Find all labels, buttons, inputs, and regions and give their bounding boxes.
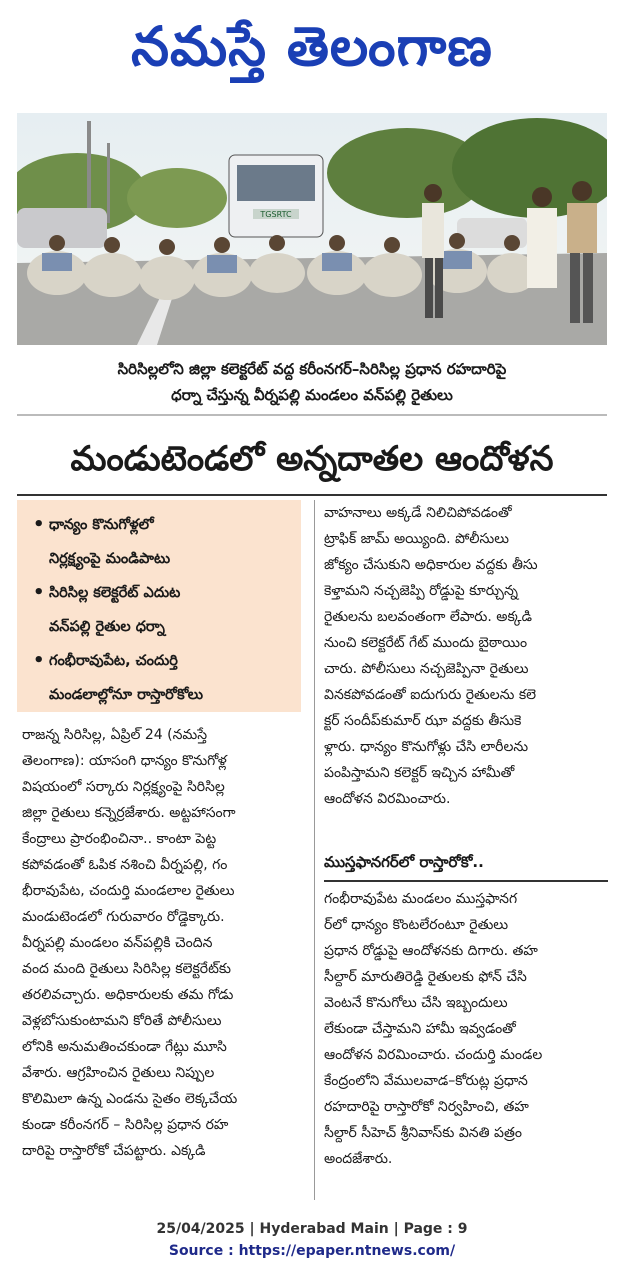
body-line: జిల్లా రైతులు కన్నెర్రజేశారు. అట్టహాసంగా: [22, 805, 236, 821]
body-line: గంభీరావుపేట మండలం ముస్తఫానగ: [324, 891, 518, 907]
bus-label: TGSRTC: [260, 210, 292, 219]
body-line: చారు. పోలీసులు నచ్చజెప్పినా రైతులు: [324, 661, 529, 677]
body-line: అందజేశారు.: [324, 1151, 393, 1167]
body-line: వాహనాలు అక్కడే నిలిచిపోవడంతో: [324, 505, 512, 521]
page-footer: [0, 1218, 624, 1262]
body-line: మండుటెండలో గురువారం రోడ్డెక్కారు.: [22, 909, 225, 925]
article-body-left: [22, 722, 306, 1164]
body-line: భీరావుపేట, చందుర్తి మండలాల రైతులు: [22, 883, 235, 899]
body-line: రహదారిపై రాస్తారోకో నిర్వహించి, తహ: [324, 1099, 529, 1115]
body-line: వినకపోవడంతో ఐదుగురు రైతులను కలె: [324, 687, 537, 703]
body-line: నుంచి కలెక్టరేట్ గేట్ ముందు బైఠాయిం: [324, 635, 528, 651]
body-line: కుండా కరీంనగర్ – సిరిసిల్ల ప్రధాన రహ: [22, 1117, 229, 1133]
body-line: లోనికి అనుమతించకుండా గేట్లు మూసి: [22, 1039, 227, 1055]
highlight-item: [31, 576, 295, 644]
body-line: లేకుండా చేస్తామని హామీ ఇవ్వడంతో: [324, 1021, 516, 1037]
newspaper-title: నమస్తే తెలంగాణ: [131, 15, 493, 78]
body-line: రాజన్న సిరిసిల్ల, ఏప్రిల్ 24 (నమస్తే: [22, 727, 208, 743]
edition-info: 25/04/2025 | Hyderabad Main | Page : 9: [156, 1221, 468, 1237]
source-link[interactable]: Source : https://epaper.ntnews.com/: [168, 1243, 456, 1259]
body-line: సీల్దార్ సీహెచ్ శ్రీనివాస్‌కు వినతి పత్రం: [324, 1125, 522, 1141]
article-subhead: ముస్తఫానగర్‌లో రాస్తారోకో..: [324, 848, 608, 882]
article-body-right: [324, 500, 608, 812]
highlight-line: వన్‌పల్లి రైతుల ధర్నా: [49, 619, 165, 635]
body-line: ళ్లారు. ధాన్యం కొనుగోళ్లు చేసి లారీలను: [324, 739, 529, 755]
article-headline: మండుటెండలో అన్నదాతల ఆందోళన: [70, 439, 554, 479]
body-line: వంద మంది రైతులు సిరిసిల్ల కలెక్టరేట్‌కు: [22, 961, 232, 977]
body-line: కొలిమిలా ఉన్న ఎండను సైతం లెక్కచేయ: [22, 1091, 238, 1107]
body-line: వెంటనే కొనుగోలు చేసి ఇబ్బందులు: [324, 995, 508, 1011]
column-separator: [314, 500, 315, 1200]
body-line: వెళ్లబోసుకుంటామని కోరితే పోలీసులు: [22, 1013, 222, 1029]
body-line: తరలివచ్చారు. అధికారులకు తమ గోడు: [22, 987, 234, 1003]
article-body-right-2: [324, 886, 608, 1172]
masthead: [0, 4, 624, 90]
highlights-box: [17, 500, 301, 712]
body-line: కేంద్రాలు ప్రారంభించినా.. కాంటా పెట్ట: [22, 831, 217, 847]
highlight-item: [31, 508, 295, 576]
body-line: ట్రాఫిక్ జామ్ అయ్యింది. పోలీసులు: [324, 531, 509, 547]
protest-photo-illustration: [17, 113, 607, 345]
body-line: సీల్దార్ మారుతిరెడ్డి రైతులకు ఫోన్ చేసి: [324, 969, 527, 985]
highlight-line: • ధాన్యం కొనుగోళ్లలో: [49, 517, 154, 533]
body-line: వీర్నపల్లి మండలం వన్‌పల్లికి చెందిన: [22, 935, 213, 951]
body-line: ఆందోళన విరమించారు. చందుర్తి మండల: [324, 1047, 543, 1063]
highlight-line: • గంభీరావుపేట, చందుర్తి: [49, 653, 178, 669]
body-line: ప్రధాన రోడ్డుపై ఆందోళనకు దిగారు. తహ: [324, 943, 538, 959]
body-line: కెళ్తామని నచ్చజెప్పి రోడ్డుపై కూర్చున్న: [324, 583, 518, 599]
highlight-item: [31, 644, 295, 712]
body-line: రైతులను బలవంతంగా లేపారు. అక్కడి: [324, 609, 532, 625]
caption-line: ధర్నా చేస్తున్న వీర్నపల్లి మండలం వన్‌పల్లి రైతులు: [171, 386, 453, 404]
body-line: వేశారు. ఆగ్రహించిన రైతులు నిప్పుల: [22, 1065, 215, 1081]
highlight-line: నిర్లక్ష్యంపై మండిపాటు: [49, 551, 171, 567]
body-line: విషయంలో సర్కారు నిర్లక్ష్యంపై సిరిసిల్ల: [22, 779, 225, 795]
body-line: పంపిస్తామని కలెక్టర్ ఇచ్చిన హామీతో: [324, 765, 515, 781]
photo-caption: [17, 350, 607, 416]
headline-rule: [17, 494, 607, 496]
highlight-line: • సిరిసిల్ల కలెక్టరేట్ ఎదుట: [49, 585, 181, 601]
body-line: కేంద్రంలోని వేములవాడ–కోరుట్ల ప్రధాన: [324, 1073, 528, 1089]
body-line: క్టర్ సందీప్‌కుమార్ ఝా వద్దకు తీసుకె: [324, 713, 522, 729]
caption-line: సిరిసిల్లలోని జిల్లా కలెక్టరేట్ వద్ద కరీంనగర్–సిరిసిల్ల ప్రధాన రహదారిపై: [117, 360, 507, 378]
body-line: జోక్యం చేసుకుని అధికారుల వద్దకు తీసు: [324, 557, 538, 573]
highlight-line: మండలాల్లోనూ రాస్తారోకోలు: [49, 687, 204, 703]
body-line: కపోవడంతో ఓపిక నశించి వీర్నపల్లి, గం: [22, 857, 228, 873]
body-line: ఆందోళన విరమించారు.: [324, 791, 451, 807]
body-line: తెలంగాణ): యాసంగి ధాన్యం కొనుగోళ్ల: [22, 753, 227, 769]
body-line: దారిపై రాస్తారోకో చేపట్టారు. ఎక్కడి: [22, 1143, 206, 1159]
news-photo: [17, 113, 607, 345]
body-line: ర్‌లో ధాన్యం కొంటలేరంటూ రైతులు: [324, 917, 509, 933]
